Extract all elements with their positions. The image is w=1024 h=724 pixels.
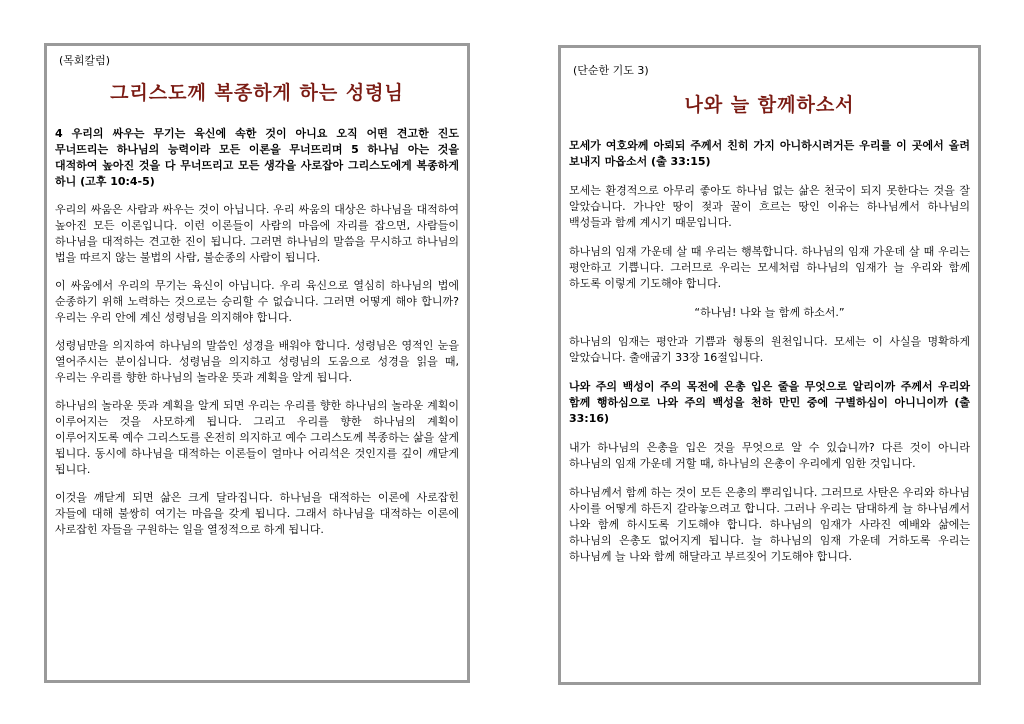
right-prayer-panel [558, 45, 981, 685]
body-paragraph-3: 하나님의 임재는 평안과 기쁨과 형통의 원천입니다. 모세는 이 사실을 명확하게 알았습니다. 출애굽기 33장 16절입니다. [569, 335, 970, 364]
body-paragraph-4: 내가 하나님의 은총을 입은 것을 무엇으로 알 수 있습니까? 다른 것이 아니라 하나님의 임재 가운데 거할 때, 하나님의 은총이 우리에게 임한 것입니다. [569, 441, 970, 470]
scripture-verse-1: 모세가 여호와께 아뢰되 주께서 친히 가지 아니하시려거든 우리를 이 곳에서 올려 보내지 마옵소서 (출 33:15) [569, 139, 970, 168]
body-paragraph-2: 이 싸움에서 우리의 무기는 육신이 아닙니다. 우리 육신으로 열심히 하나님의 법에 순종하기 위해 노력하는 것으로는 승리할 수 없습니다. 그러면 어떻게 해야 합니까? 우리는 우리 안에 계신 성령님을 의지해야 합니다. [55, 279, 459, 324]
body-paragraph-1: 우리의 싸움은 사람과 싸우는 것이 아닙니다. 우리 싸움의 대상은 하나님을 대적하여 높아진 모든 이론입니다. 이런 이론들이 사람의 마음에 자리를 잡으면, 사람들이 하나님을 대적하는 견고한 진이 됩니다. 그러면 하나님의 말씀을 무시하고 하나님의 법을 따르지 않는 불법의 사람, 불순종의 사람이 됩니다. [55, 203, 459, 264]
scripture-verse-2: 나와 주의 백성이 주의 목전에 은총 입은 줄을 무엇으로 알리이까 주께서 우리와 함께 행하심으로 나와 주의 백성을 천하 만민 중에 구별하심이 아니니이까 (출 33:16) [569, 380, 970, 425]
column-category-tag: (목회칼럼) [59, 54, 111, 67]
body-paragraph-5: 이것을 깨닫게 되면 삶은 크게 달라집니다. 하나님을 대적하는 이론에 사로잡힌 자들에 대해 불쌍히 여기는 마음을 갖게 됩니다. 그래서 하나님을 대적하는 이론에 사로잡힌 자들을 구원하는 일을 열정적으로 하게 됩니다. [55, 491, 459, 536]
prayer-quote: “하나님! 나와 늘 함께 하소서.” [694, 306, 845, 319]
body-paragraph-2: 하나님의 임재 가운데 살 때 우리는 행복합니다. 하나님의 임재 가운데 살 때 우리는 평안하고 기쁩니다. 그러므로 우리는 모세처럼 하나님의 임재가 늘 우리와 함께 하도록 이렇게 기도해야 합니다. [569, 245, 970, 290]
body-paragraph-3: 성령님만을 의지하여 하나님의 말씀인 성경을 배워야 합니다. 성령님은 영적인 눈을 열어주시는 분이십니다. 성령님을 의지하고 성령님의 도움으로 성경을 읽을 때, 우리는 우리를 향한 하나님의 놀라운 뜻과 계획을 알게 됩니다. [55, 339, 459, 384]
body-paragraph-5: 하나님께서 함께 하는 것이 모든 은총의 뿌리입니다. 그러므로 사탄은 우리와 하나님 사이를 어떻게 하든지 갈라놓으려고 합니다. 그러나 우리는 담대하게 늘 하나님께서 나와 함께 하시도록 기도해야 합니다. 하나님의 임재가 사라진 예배와 삶에는 하나님의 은총도 없어지게 됩니다. 늘 하나님의 임재 가운데 거하도록 우리는 하나님께 늘 나와 함께 해달라고 부르짖어 기도해야 합니다. [569, 486, 970, 563]
left-column-panel [44, 43, 470, 683]
body-paragraph-1: 모세는 환경적으로 아무리 좋아도 하나님 없는 삶은 천국이 되지 못한다는 것을 잘 알았습니다. 가나안 땅이 젖과 꿀이 흐르는 땅인 이유는 하나님께서 하나님의 백성들과 함께 계시기 때문입니다. [569, 184, 970, 229]
prayer-series-tag: (단순한 기도 3) [573, 64, 649, 77]
scripture-verse: 4 우리의 싸우는 무기는 육신에 속한 것이 아니요 오직 어떤 견고한 진도 무너뜨리는 하나님의 능력이라 모든 이론을 무너뜨리며 5 하나님 아는 것을 대적하여 높아진 것을 다 무너뜨리고 모든 생각을 사로잡아 그리스도에게 복종하게 하니 (고후 10:4-5) [55, 127, 459, 188]
body-paragraph-4: 하나님의 놀라운 뜻과 계획을 알게 되면 우리는 우리를 향한 하나님의 놀라운 계획이 이루어지는 것을 사모하게 됩니다. 그리고 우리를 향한 하나님의 계획이 이루어지도록 예수 그리스도를 온전히 의지하고 예수 그리스도께 복종하는 삶을 살게 됩니다. 동시에 하나님을 대적하는 이론들이 얼마나 어리석은 것인지를 깊이 깨닫게 됩니다. [55, 399, 459, 476]
prayer-title: 나와 늘 함께하소서 [684, 94, 855, 116]
column-title: 그리스도께 복종하게 하는 성령님 [110, 82, 404, 104]
